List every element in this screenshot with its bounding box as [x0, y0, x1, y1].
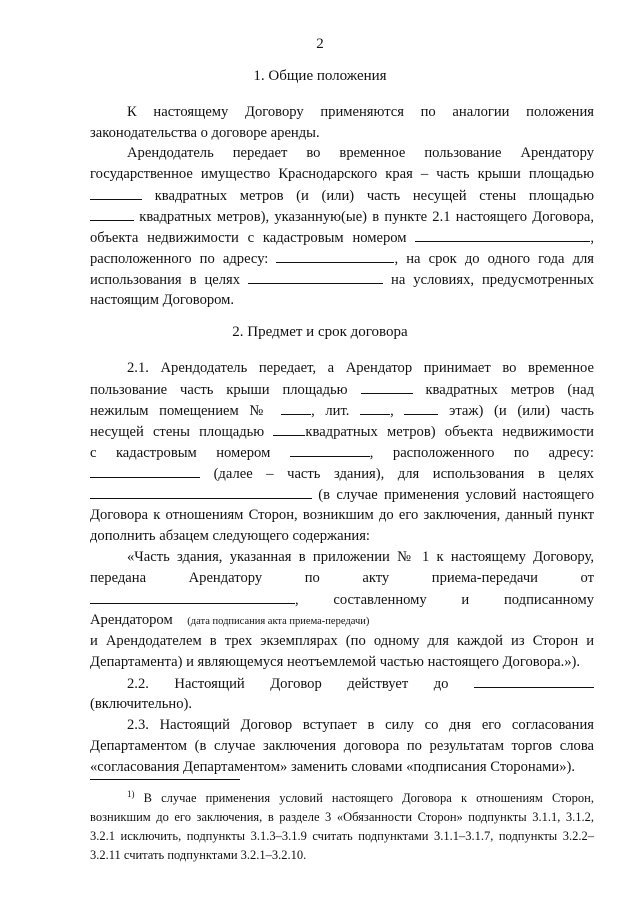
- sec2-p21-line-3: нежилым помещением № , лит. , этаж) (и (или) часть: [90, 400, 594, 422]
- footnote-line-1: $^{1)}$ В случае применения условий настоящего Договора к отношениям Сторон,: [127, 788, 594, 805]
- section-2-title: 2. Предмет и срок договора: [232, 324, 408, 340]
- address-blank[interactable]: [276, 248, 394, 263]
- sec1-paragraph-2-line-2: государственное имущество Краснодарского края – часть крыши площадью: [90, 166, 594, 182]
- page-number: 2: [316, 36, 324, 52]
- roof-area-blank[interactable]: [90, 185, 142, 200]
- footnote-line-3: 3.2.1 исключить, подпункты 3.1.3–3.1.9 считать подпунктами 3.1.1–3.1.7, подпункты 3.2.2–: [90, 829, 594, 843]
- footnote-separator: [90, 779, 240, 780]
- footnote-mark: 1): [127, 788, 135, 799]
- sec1-paragraph-2-line-7: использования в целях на условиях, предусмотренных: [90, 269, 594, 291]
- sec1-paragraph-2-line-8: настоящим Договором.: [90, 292, 235, 308]
- sec1-paragraph-1-line-1: К настоящему Договору применяются по аналогии положения: [127, 104, 594, 120]
- sec2-p23-line-3: «согласования Департаментом» заменить словами «подписания Сторонами»).: [90, 759, 576, 775]
- act-date-hint: (дата подписания акта приема-передачи): [187, 616, 370, 627]
- wall-area-blank-2[interactable]: [273, 421, 305, 436]
- sec2-p21-line-6: (далее – часть здания), для использования в целях: [90, 463, 594, 485]
- quote-line-1: «Часть здания, указанная в приложении № 1 к настоящему Договору,: [127, 549, 594, 565]
- letter-blank[interactable]: [360, 400, 390, 415]
- footnote-line-2: возникшим до его заключения, в разделе 3 «Обязанности Сторон» подпункты 3.1.1, 3.1.2,: [90, 810, 594, 824]
- wall-area-blank[interactable]: [90, 206, 134, 221]
- quote-line-6: Департамента) и являющемуся неотъемлемой частью настоящего Договора.»).: [90, 654, 581, 670]
- end-date-blank[interactable]: [474, 673, 594, 688]
- sec1-paragraph-2-line-4: квадратных метров), указанную(ые) в пункте 2.1 настоящего Договора,: [90, 206, 594, 228]
- address-blank-2[interactable]: [90, 463, 200, 478]
- sec2-p23-line-1: 2.3. Настоящий Договор вступает в силу со дня его согласования: [127, 717, 594, 733]
- footnote-line-4: 3.2.11 считать подпунктами 3.2.1–3.2.10.: [90, 848, 307, 862]
- sec2-p21-line-2: пользование часть крыши площадью квадратных метров (над: [90, 379, 594, 401]
- act-date-blank[interactable]: [90, 589, 295, 604]
- sec2-p21-line-9: дополнить абзацем следующего содержания:: [90, 528, 370, 544]
- sec1-paragraph-2-line-5: объекта недвижимости с кадастровым номером ,: [90, 227, 594, 249]
- quote-line-4: Арендатором (дата подписания акта приема-передачи): [90, 612, 370, 628]
- sec1-paragraph-1-line-2: законодательства о договоре аренды.: [90, 125, 320, 141]
- sec2-p21-line-4: несущей стены площадью квадратных метров) объекта недвижимости: [90, 421, 594, 443]
- quote-line-2: передана Арендатору по акту приема-передачи от: [90, 570, 594, 586]
- sec2-p21-line-1: 2.1. Арендодатель передает, а Арендатор принимает во временное: [127, 360, 594, 376]
- purpose-blank-2[interactable]: [90, 484, 312, 499]
- section-1-title: 1. Общие положения: [253, 68, 387, 84]
- cadastral-number-blank[interactable]: [415, 227, 590, 242]
- quote-line-3: , составленному и подписанному: [90, 589, 594, 611]
- sec2-p22-line-2: (включительно).: [90, 696, 193, 712]
- sec2-p23-line-2: Департаментом (в случае заключения договора по результатам торгов слова: [90, 738, 594, 754]
- floor-blank[interactable]: [404, 400, 438, 415]
- sec2-p21-line-5: с кадастровым номером , расположенного по адресу:: [90, 442, 594, 464]
- sec1-paragraph-2-line-1: Арендодатель передает во временное пользование Арендатору: [127, 145, 594, 161]
- premises-number-blank[interactable]: [281, 400, 311, 415]
- cadastral-number-blank-2[interactable]: [290, 442, 370, 457]
- quote-line-5: и Арендодателем в трех экземплярах (по одному для каждой из Сторон и: [90, 633, 594, 649]
- sec1-paragraph-2-line-6: расположенного по адресу: , на срок до одного года для: [90, 248, 594, 270]
- sec2-p22-line-1: 2.2. Настоящий Договор действует до: [90, 673, 594, 695]
- roof-area-blank-2[interactable]: [361, 379, 413, 394]
- sec2-p21-line-8: Договора к отношениям Сторон, возникшим до его заключения, данный пункт: [90, 507, 594, 523]
- sec2-p21-line-7: (в случае применения условий настоящего: [90, 484, 594, 506]
- purpose-blank[interactable]: [248, 269, 383, 284]
- sec1-paragraph-2-line-3: квадратных метров (и (или) часть несущей стены площадью: [90, 185, 594, 207]
